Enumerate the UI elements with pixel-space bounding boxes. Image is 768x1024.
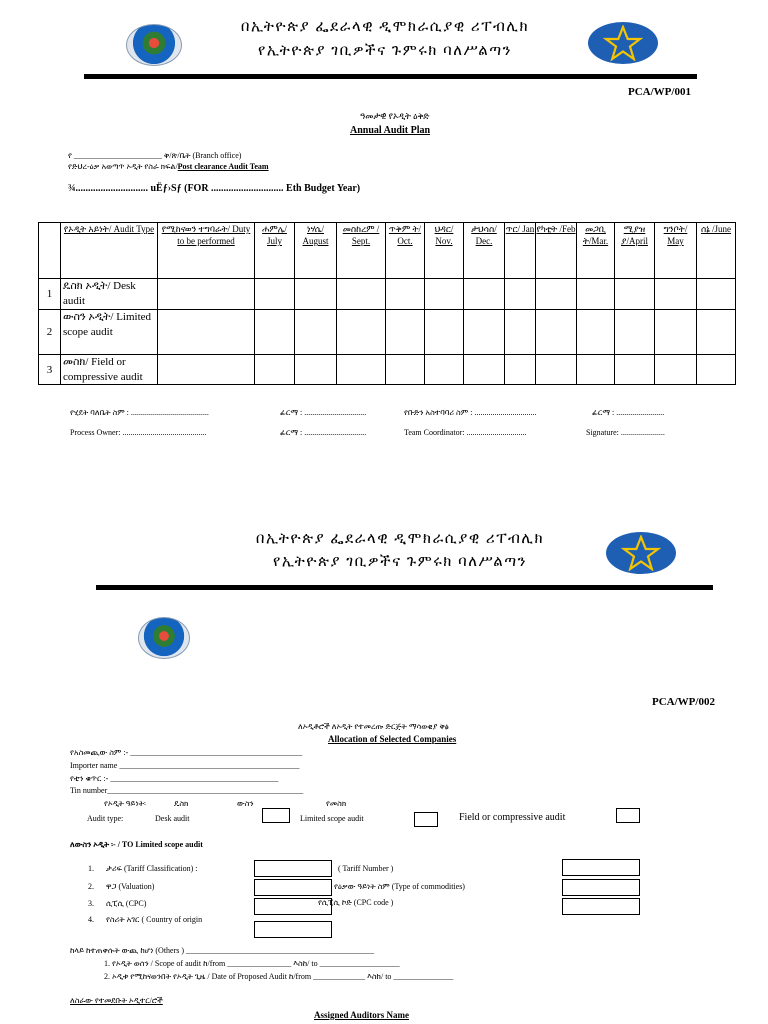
cell bbox=[255, 279, 295, 310]
row-number: 2 bbox=[39, 309, 61, 354]
cell bbox=[425, 309, 464, 354]
cell bbox=[577, 354, 615, 385]
cell bbox=[697, 279, 736, 310]
cell bbox=[505, 309, 536, 354]
row-number: 3 bbox=[39, 354, 61, 385]
allocation-title-amharic: ለኦዲቶሮች ለኦዲት የተመረጡ ድርጅት ማሳወቂያ ቅፅ bbox=[298, 722, 449, 731]
cell bbox=[386, 309, 425, 354]
cell bbox=[386, 354, 425, 385]
limited-scope-heading: ለውስን ኦዲት ፡- / TO Limited scope audit bbox=[70, 840, 203, 849]
country-of-origin-label: የስሪት አገር ( Country of origin bbox=[106, 915, 203, 924]
desk-audit-label: Desk audit bbox=[155, 814, 190, 823]
budget-year-line: ¾............................. uËƒ›Sƒ (FOR ............................. Eth Budget Year) bbox=[68, 183, 361, 194]
ethiopia-emblem-logo bbox=[138, 617, 190, 659]
plan-title-amharic: ዓመታዊ የኦዲት ዕቅድ bbox=[360, 111, 430, 121]
team-coordinator-name-am: የቡድን አስተባባሪ ስም : ............................... bbox=[404, 408, 537, 417]
cell bbox=[577, 309, 615, 354]
table-header-month: መጋቢ ት/Mar. bbox=[577, 223, 615, 279]
table-row bbox=[39, 309, 736, 354]
ethiopia-emblem-logo bbox=[126, 24, 182, 66]
tariff-number-field[interactable] bbox=[562, 859, 640, 876]
assigned-auditors-heading: Assigned Auditors Name bbox=[314, 1010, 410, 1020]
desk-audit-checkbox[interactable] bbox=[262, 808, 290, 823]
cell bbox=[158, 279, 255, 310]
header-rule bbox=[96, 585, 713, 590]
cell bbox=[615, 309, 655, 354]
audit-type-am-label: የኦዲት ዓይነት፡ bbox=[104, 799, 146, 808]
table-row bbox=[39, 354, 736, 385]
audit-plan-table bbox=[38, 222, 736, 385]
cell bbox=[295, 354, 337, 385]
row-audit-type: ዴስክ ኦዲት/ Desk audit bbox=[61, 279, 158, 310]
cell bbox=[536, 309, 577, 354]
cell bbox=[697, 354, 736, 385]
desk-audit-am: ዴስክ bbox=[174, 799, 189, 808]
cell bbox=[505, 354, 536, 385]
signature-am-3: ፊርማ : ............................... bbox=[280, 428, 367, 437]
type-commodities-label: የዕቃው ዓይነት ስም (Type of commodities) bbox=[334, 882, 465, 891]
cell bbox=[337, 354, 386, 385]
cell bbox=[425, 354, 464, 385]
table-header-audit-type: የኦዲት አይነት/ Audit Type bbox=[61, 223, 158, 279]
cell bbox=[655, 279, 697, 310]
item-number: 1. bbox=[88, 864, 94, 873]
table-header-month: ነሃሴ/ August bbox=[295, 223, 337, 279]
table-header-month: ሐምሌ/ July bbox=[255, 223, 295, 279]
header-country-name: በኢትዮጵያ ፌደራላዊ ዲሞክራሲያዊ ሪፐብሊክ bbox=[240, 19, 530, 35]
cell bbox=[337, 279, 386, 310]
cell bbox=[615, 354, 655, 385]
others-line: ከላይ ከተጠቀሱት ውጪ ከሆነ (Others ) _______________________________________________ bbox=[70, 946, 375, 955]
cell bbox=[386, 279, 425, 310]
cell bbox=[255, 354, 295, 385]
row-audit-type: መስክ/ Field or compressive audit bbox=[61, 354, 158, 385]
header-authority-name: የኢትዮጵያ ገቢዎችና ጉምሩክ ባለሥልጣን bbox=[273, 554, 527, 570]
audit-type-label: Audit type: bbox=[87, 814, 124, 823]
tin-number: Tin number_________________________________________________ bbox=[70, 786, 304, 795]
cpc-code-label: የሲፒሲ ኮድ (CPC code ) bbox=[318, 898, 394, 907]
limited-scope-checkbox[interactable] bbox=[414, 812, 438, 827]
tin-number-am: የቲን ቁጥር :- __________________________________________ bbox=[70, 774, 279, 783]
team-line: የድህረ-ዕቃ አወጣጥ ኦዲት የስራ ክፍል/Post clearance Audit Team bbox=[68, 162, 269, 171]
cell bbox=[464, 309, 505, 354]
field-audit-checkbox[interactable] bbox=[616, 808, 640, 823]
limited-audit-am: ውስን bbox=[237, 799, 254, 808]
cell bbox=[536, 354, 577, 385]
cell bbox=[158, 309, 255, 354]
cell bbox=[425, 279, 464, 310]
process-owner-name-am: የሂደት ባለቤት ስም : ....................................... bbox=[70, 408, 209, 417]
table-header-month: ሰኔ /June bbox=[697, 223, 736, 279]
allocation-title: Allocation of Selected Companies bbox=[328, 734, 457, 744]
cell bbox=[464, 354, 505, 385]
limited-scope-label: Limited scope audit bbox=[300, 814, 364, 823]
row-number: 1 bbox=[39, 279, 61, 310]
cell bbox=[697, 309, 736, 354]
type-commodities-field[interactable] bbox=[562, 879, 640, 896]
table-header-month: መስከረም / Sept. bbox=[337, 223, 386, 279]
valuation-label: ዋጋ (Valuation) bbox=[106, 882, 155, 891]
cpc-code-field[interactable] bbox=[562, 898, 640, 915]
table-header-num bbox=[39, 223, 61, 279]
country-of-origin-field[interactable] bbox=[254, 921, 332, 938]
table-header-month: ሚያዝ ያ/April bbox=[615, 223, 655, 279]
cell bbox=[577, 279, 615, 310]
row-audit-type: ውስን ኦዲት/ Limited scope audit bbox=[61, 309, 158, 354]
table-header-month: የካቲት /Feb bbox=[536, 223, 577, 279]
item-number: 2. bbox=[88, 882, 94, 891]
importer-name-am: የአስመጪው ስም :- ___________________________________________ bbox=[70, 748, 303, 757]
header-authority-name: የኢትዮጵያ ገቢዎችና ጉምሩክ ባለሥልጣን bbox=[258, 43, 512, 59]
item-number: 3. bbox=[88, 899, 94, 908]
table-header-month: ጥቅም ት/ Oct. bbox=[386, 223, 425, 279]
cell bbox=[295, 279, 337, 310]
scope-of-audit-line: 1. የኦዲት ወሰን / Scope of audit ከ/from ________________ እስከ/ to ____________________ bbox=[104, 959, 400, 968]
cpc-label: ሲፒሲ (CPC) bbox=[106, 899, 147, 908]
assigned-auditors-am: ለስራው የተመደቡት ኦዲተር/ሮች bbox=[70, 996, 163, 1005]
table-header-month: ጥር/ Jan bbox=[505, 223, 536, 279]
table-row bbox=[39, 279, 736, 310]
table-header-duty: የሚከናወን ተግባራት/ Duty to be performed bbox=[158, 223, 255, 279]
cell bbox=[337, 309, 386, 354]
cell bbox=[158, 354, 255, 385]
process-owner-label: Process Owner: .......................................... bbox=[70, 428, 207, 437]
table-header-month: ህዳር/ Nov. bbox=[425, 223, 464, 279]
cell bbox=[655, 309, 697, 354]
signature-label: Signature: ...................... bbox=[586, 428, 665, 437]
form-code: PCA/WP/002 bbox=[652, 696, 715, 708]
cell bbox=[536, 279, 577, 310]
table-header-month: ግንቦት/ May bbox=[655, 223, 697, 279]
importer-name: Importer name _____________________________________________ bbox=[70, 761, 300, 770]
field-audit-am: የመስክ bbox=[326, 799, 347, 808]
cell bbox=[615, 279, 655, 310]
branch-office-line: የ ______________________ ቅ/ጽ/ቤት (Branch office) bbox=[68, 151, 242, 160]
tariff-classification-field[interactable] bbox=[254, 860, 332, 877]
form-code: PCA/WP/001 bbox=[628, 86, 691, 98]
cell bbox=[295, 309, 337, 354]
plan-title: Annual Audit Plan bbox=[350, 125, 431, 136]
tariff-number-label: ( Tariff Number ) bbox=[338, 864, 394, 873]
header-country-name: በኢትዮጵያ ፌደራላዊ ዲሞክራሲያዊ ሪፐብሊክ bbox=[255, 531, 545, 547]
cell bbox=[464, 279, 505, 310]
team-coordinator-label: Team Coordinator: .............................. bbox=[404, 428, 527, 437]
header-rule bbox=[84, 74, 697, 79]
valuation-field[interactable] bbox=[254, 879, 332, 896]
item-number: 4. bbox=[88, 915, 94, 924]
tariff-classification-label: ታሪፍ (Tariff Classification) : bbox=[106, 864, 198, 873]
signature-am-2: ፊርማ : ........................ bbox=[592, 408, 665, 417]
field-audit-label: Field or compressive audit bbox=[459, 812, 566, 823]
star-emblem-logo bbox=[588, 22, 658, 64]
table-header-month: ታህሳስ/ Dec. bbox=[464, 223, 505, 279]
cell bbox=[655, 354, 697, 385]
cell bbox=[255, 309, 295, 354]
cell bbox=[505, 279, 536, 310]
star-emblem-logo bbox=[606, 532, 676, 574]
proposed-audit-date-line: 2. ኦዲቱ የሚከናወንበት የኦዲት ጊዜ / Date of Proposed Audit ከ/from _____________ እስከ/ to _______________ bbox=[104, 972, 454, 981]
signature-am-1: ፊርማ : ............................... bbox=[280, 408, 367, 417]
